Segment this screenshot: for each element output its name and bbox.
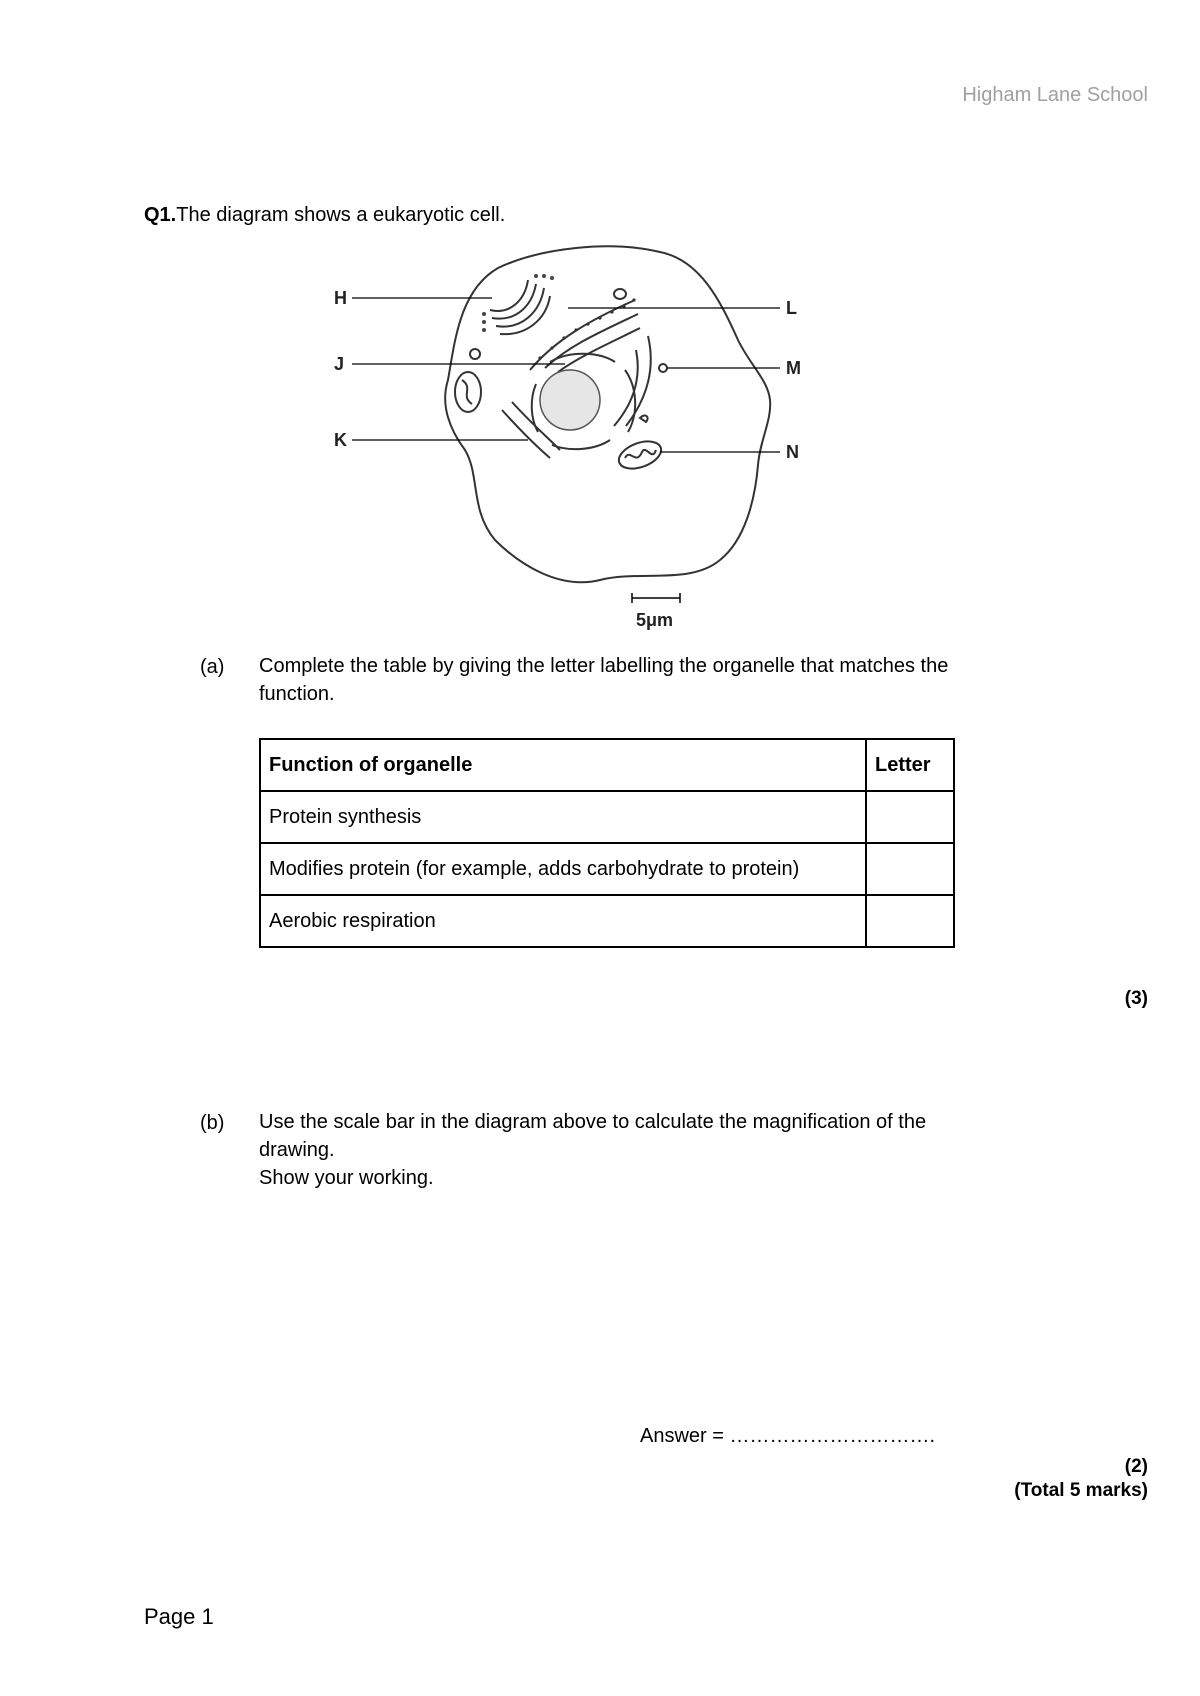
part-b-marks: (2) [1124,1456,1148,1477]
question-text: The diagram shows a eukaryotic cell. [176,204,506,226]
part-a-label: (a) [200,656,225,678]
part-a-line-1: Complete the table by giving the letter labelling the organelle that matches the [259,655,949,677]
answer-line[interactable]: Answer = …………………………. [640,1425,936,1447]
cell-membrane [445,246,770,582]
function-cell: Protein synthesis [260,791,866,843]
label-h: H [334,288,347,308]
part-b-line-3: Show your working. [259,1167,434,1189]
letter-answer-cell[interactable] [866,895,954,947]
part-a-instructions [259,652,948,708]
scale-label: 5μm [636,610,674,630]
label-m: M [786,358,801,378]
table-header-row [260,739,954,791]
school-name: Higham Lane School [962,84,1148,106]
question-number: Q1. [144,204,177,226]
letter-answer-cell[interactable] [866,791,954,843]
table-row [260,895,954,947]
table-row [260,843,954,895]
function-cell: Modifies protein (for example, adds carbohydrate to protein) [260,843,866,895]
header-function: Function of organelle [260,739,866,791]
question-intro [144,204,505,227]
part-b-instructions [259,1108,926,1192]
cell-diagram [334,240,860,640]
function-cell: Aerobic respiration [260,895,866,947]
golgi-apparatus [490,280,550,334]
label-l: L [786,298,797,318]
page-number: Page 1 [144,1604,214,1629]
part-a-marks: (3) [1124,988,1148,1009]
part-b-line-1: Use the scale bar in the diagram above to calculate the magnification of the [259,1111,927,1133]
letter-answer-cell[interactable] [866,843,954,895]
part-b-label: (b) [200,1112,225,1134]
rough-er [530,300,640,372]
label-k: K [334,430,347,450]
label-j: J [334,354,345,374]
header-letter: Letter [866,739,954,791]
table-row [260,791,954,843]
vesicle-m [659,364,667,372]
organelle-table [259,738,955,948]
total-marks: (Total 5 marks) [1014,1480,1148,1501]
part-a-line-2: function. [259,683,335,705]
label-n: N [786,442,799,462]
nucleus [540,370,600,430]
part-b-line-2: drawing. [259,1139,335,1161]
